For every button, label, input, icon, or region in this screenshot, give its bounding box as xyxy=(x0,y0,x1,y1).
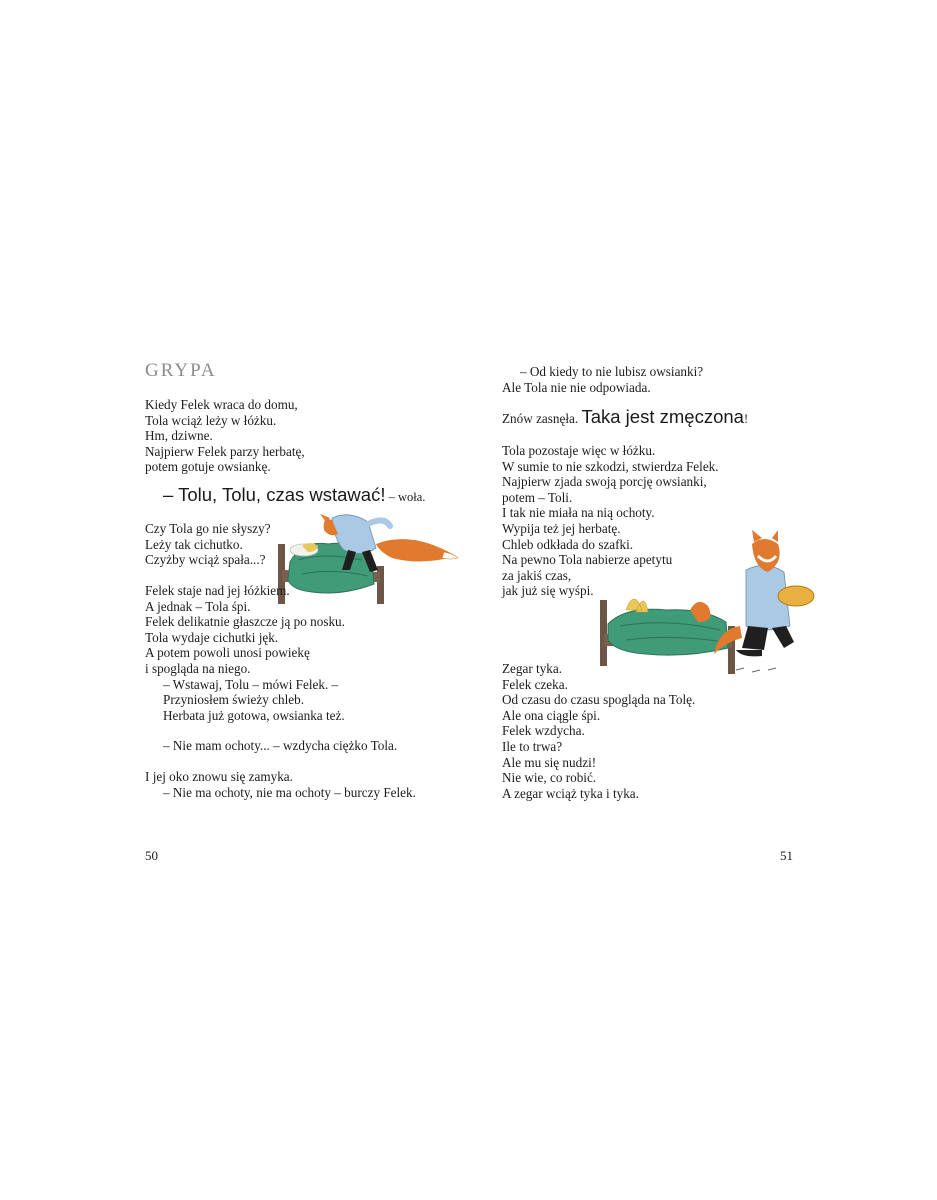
text-line: I jej oko znowu się zamyka. xyxy=(145,769,293,784)
text-line: Felek czeka. xyxy=(502,676,568,692)
text-line: Najpierw Felek parzy herbatę, xyxy=(145,443,305,459)
text-line: Od czasu do czasu spogląda na Tolę. xyxy=(502,692,696,708)
dialogue-line: – Nie ma ochoty, nie ma ochoty – burczy Felek. xyxy=(163,784,416,800)
fox-with-bowl-illustration xyxy=(586,530,836,682)
paragraph-eye-closes xyxy=(145,769,416,800)
bed-footboard xyxy=(377,566,384,604)
text-line: Tola wydaje cichutki jęk. xyxy=(145,629,279,645)
shout-text: Taka jest zmęczona xyxy=(581,406,744,427)
text-line: Felek delikatnie głaszcze ją po nosku. xyxy=(145,614,345,630)
page-number-right: 51 xyxy=(780,848,793,863)
text-line: Zegar tyka. xyxy=(502,661,563,676)
left-page xyxy=(0,0,468,1200)
text-line: za jakiś czas, xyxy=(502,567,572,583)
fox-shoes xyxy=(736,650,762,656)
paragraph-oatmeal-question xyxy=(502,364,703,395)
bed-headboard xyxy=(600,600,607,666)
text-line: Ile to trwa? xyxy=(502,738,563,754)
paragraph-question xyxy=(145,521,271,568)
paragraph-clock xyxy=(502,661,695,801)
text-line: W sumie to nie szkodzi, stwierdza Felek. xyxy=(502,458,719,474)
dialogue-line: Przyniosłem świeży chleb. xyxy=(163,692,304,708)
text-line: Czyżby wciąż spała...? xyxy=(145,552,266,568)
bowl xyxy=(778,586,814,606)
chapter-title: GRYPA xyxy=(145,360,217,381)
text-line: I tak nie miała na nią ochoty. xyxy=(502,505,655,521)
motion-dashes xyxy=(736,668,776,672)
text-line: Najpierw zjada swoją porcję owsianki, xyxy=(502,474,707,490)
dialogue-line: – Od kiedy to nie lubisz owsianki? xyxy=(520,364,704,379)
text-line: Chleb odkłada do szafki. xyxy=(502,536,634,552)
paragraph-sigh xyxy=(163,738,397,754)
text-line: Czy Tola go nie słyszy? xyxy=(145,521,271,536)
shout-tag: – woła. xyxy=(385,490,426,504)
shout-text: Tolu, Tolu, czas wstawać! xyxy=(178,484,386,505)
text-line: Ale Tola nie nie odpowiada. xyxy=(502,379,651,395)
text-line: Ale ona ciągle śpi. xyxy=(502,707,601,723)
text-line: Wypija też jej herbatę. xyxy=(502,520,621,536)
text-line: potem gotuje owsiankę. xyxy=(145,459,271,475)
dialogue-line: – Wstawaj, Tolu – mówi Felek. – xyxy=(163,676,339,692)
text-line: potem – Toli. xyxy=(502,489,573,505)
text-line: Na pewno Tola nabierze apetytu xyxy=(502,552,673,568)
dialogue-line: – Nie mam ochoty... – wzdycha ciężko Tola. xyxy=(163,738,398,753)
text-line: A potem powoli unosi powiekę xyxy=(145,645,310,661)
shout-line-tired xyxy=(502,406,748,430)
text-line: i spogląda na niego. xyxy=(145,660,251,676)
page-number-left: 50 xyxy=(145,848,158,863)
shout-end: ! xyxy=(743,412,749,426)
paragraph-fox-stands xyxy=(145,583,345,723)
text-line: Felek wzdycha. xyxy=(502,723,585,739)
text-line: Felek staje nad jej łóżkiem. xyxy=(145,583,290,598)
text-line: Nie wie, co robić. xyxy=(502,770,597,786)
text-line: A zegar wciąż tyka i tyka. xyxy=(502,785,639,801)
text-line: Hm, dziwne. xyxy=(145,428,213,444)
text-line: Tola pozostaje więc w łóżku. xyxy=(502,443,656,458)
text-line: jak już się wyśpi. xyxy=(502,583,594,599)
text-line: Tola wciąż leży w łóżku. xyxy=(145,412,277,428)
dialogue-line: Herbata już gotowa, owsianka też. xyxy=(163,707,345,723)
paragraph-intro xyxy=(145,397,305,475)
text-line: A jednak – Tola śpi. xyxy=(145,598,251,614)
shout-tag: Znów zasnęła. xyxy=(502,411,582,426)
tola-ears xyxy=(626,599,648,612)
text-line: Leży tak cichutko. xyxy=(145,536,243,552)
shout-dash: – xyxy=(163,484,179,505)
fox-arm xyxy=(368,520,390,526)
right-page xyxy=(468,0,937,1200)
text-line: Kiedy Felek wraca do domu, xyxy=(145,397,298,412)
text-line: Ale mu się nudzi! xyxy=(502,754,597,770)
